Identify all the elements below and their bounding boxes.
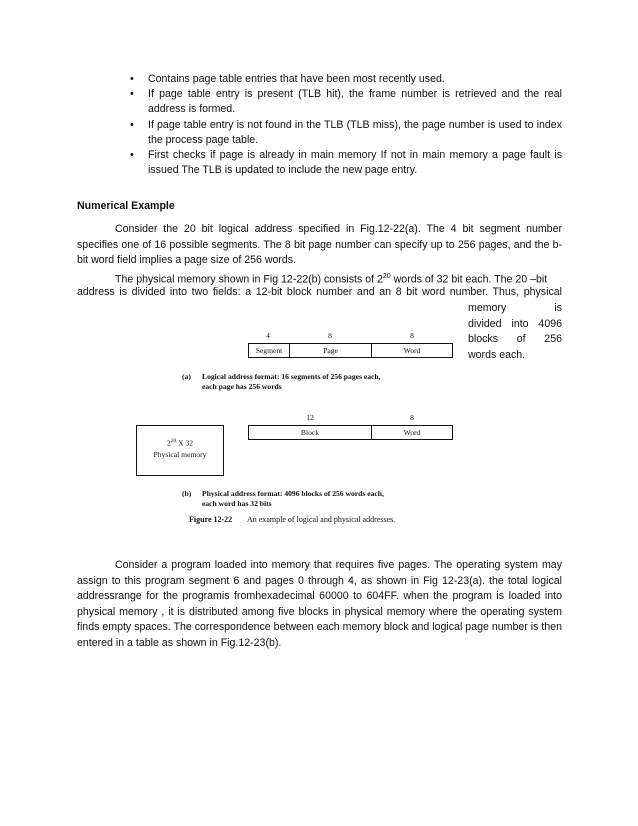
physical-address-format-box (248, 425, 453, 440)
bullet-item: • First checks if page is already in main memory If not in main memory a page fault is issued The TLB is updated to include the new page entry. (130, 148, 562, 178)
caption-b-line1: Physical address format: 4096 blocks of 256 words each, (202, 489, 384, 498)
bits-word: 8 (410, 331, 414, 340)
field-word: Word (403, 346, 421, 355)
wrap-line: memory is (468, 302, 562, 314)
memory-label: Physical memory (153, 450, 207, 459)
paragraph-program-loading: Consider a program loaded into memory that requires five pages. The operating system may assign to this program segment 6 and pages 0 through 4, as shown in Fig 12-23(a). the total logical addressrange for the programis fromhexadecimal 60000 to 604FF. when the program is loaded into physical memory , it is distributed among five blocks in physical memory where the operating system finds empty spaces. The correspondence between each memory block and logical page number is then entered in a table as shown in Fig.12-23(b). (77, 559, 562, 649)
memory-times: X 32 (176, 438, 194, 448)
memory-base: 2 (166, 438, 171, 448)
paragraph-physical-line2: address is divided into two fields: a 12-bit block number and an 8 bit word number. Thus, physical (77, 286, 562, 298)
para2-line1-pre: The physical memory shown in Fig 12-22(b) consists of 2 (115, 273, 383, 286)
bits-block: 12 (306, 413, 314, 422)
figure-title: An example of logical and physical addresses. (247, 515, 396, 524)
wrap-line: words each. (468, 348, 526, 361)
bullet-item: • Contains page table entries that have been most recently used. (130, 72, 562, 87)
paragraph-logical-address: Consider the 20 bit logical address specified in Fig.12-22(a). The 4 bit segment number specifies one of 16 possible segments. The 8 bit page number can specify up to 256 pages, and the b-bit word field implies a page size of 256 words. (77, 223, 562, 267)
bits-segment: 4 (266, 331, 270, 340)
bits-word-physical: 8 (410, 413, 414, 422)
logical-address-format-box (248, 343, 453, 358)
tlb-bullet-list (130, 72, 562, 178)
field-page: Page (290, 344, 372, 357)
caption-b-label: (b) (182, 489, 192, 498)
section-heading: Numerical Example (77, 200, 175, 212)
field-word-physical: Word (403, 428, 421, 437)
physical-memory-box (136, 425, 224, 476)
caption-a-line2: each page has 256 words (202, 382, 282, 391)
field-block: Block (249, 426, 372, 439)
wrap-line: blocks of 256 (468, 333, 562, 346)
wrap-line: divided into 4096 (468, 317, 562, 330)
figure-label: Figure 12-22 (189, 515, 233, 524)
bullet-item: • If page table entry is present (TLB hit), the frame number is retrieved and the real address is formed. (130, 87, 562, 117)
caption-a-label: (a) (182, 372, 191, 381)
paragraph-wrap-column (468, 301, 562, 363)
bits-page: 8 (328, 331, 332, 340)
para2-line1-post: words of 32 bit each. The 20 –bit (390, 273, 548, 286)
caption-a-line1: Logical address format: 16 segments of 256 pages each, (202, 372, 381, 381)
bullet-item: • If page table entry is not found in the TLB (TLB miss), the page number is used to index the process page table. (130, 118, 562, 148)
memory-exponent: 20 (170, 438, 177, 444)
para2-exponent: 20 (382, 273, 391, 280)
caption-b-line2: each word has 32 bits (202, 499, 272, 508)
memory-size-label (137, 438, 223, 448)
field-segment: Segment (249, 344, 290, 357)
